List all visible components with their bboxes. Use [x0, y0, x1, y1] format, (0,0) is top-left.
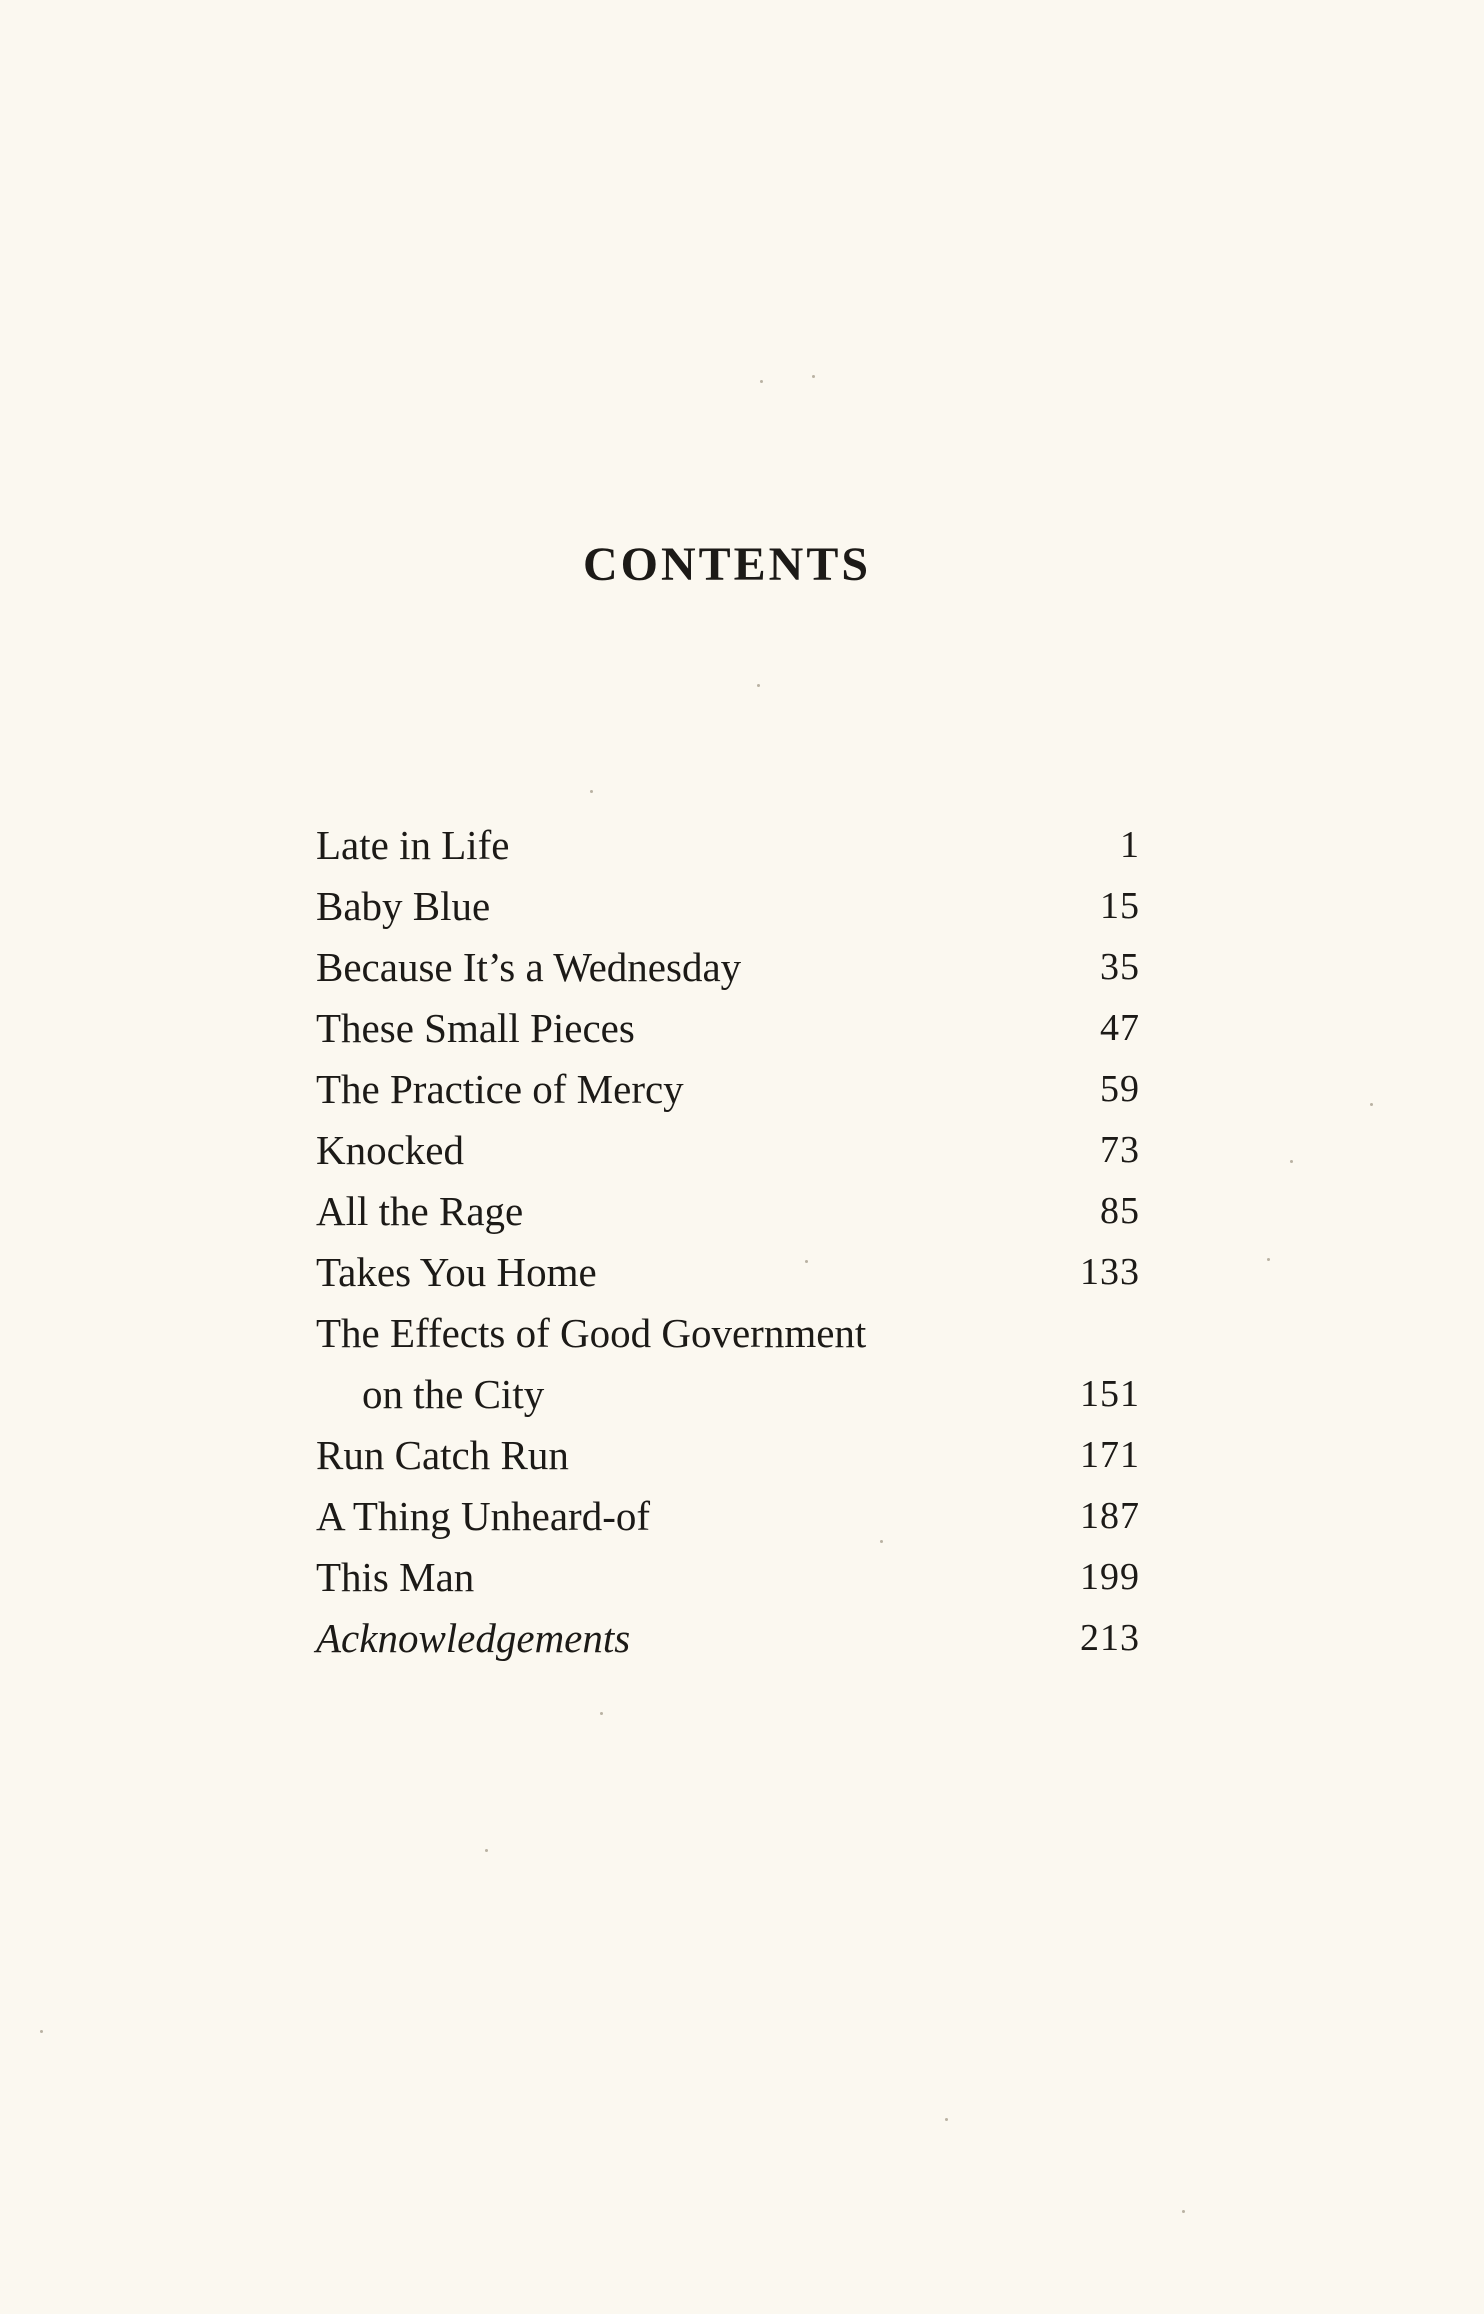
- toc-entry-page: 47: [1100, 1007, 1140, 1049]
- paper-speck: [1290, 1160, 1293, 1163]
- toc-entry-title: All the Rage: [316, 1188, 524, 1234]
- paper-speck: [805, 1260, 808, 1263]
- paper-speck: [760, 380, 763, 383]
- page-title: CONTENTS: [582, 538, 872, 592]
- toc-entry-title: These Small Pieces: [316, 1005, 635, 1051]
- toc-entry-page: 171: [1080, 1434, 1140, 1476]
- toc-entry-title: Takes You Home: [316, 1249, 597, 1295]
- paper-speck: [812, 375, 815, 378]
- paper-speck: [757, 684, 760, 687]
- toc-entry-title: The Practice of Mercy: [316, 1066, 684, 1112]
- paper-speck: [945, 2118, 948, 2121]
- toc-entry-title: A Thing Unheard-of: [316, 1493, 651, 1539]
- toc-entry: [316, 1120, 1140, 1181]
- toc-entry: [316, 815, 1140, 876]
- toc-entry-title: Because It’s a Wednesday: [316, 944, 742, 990]
- toc-entry-page: 187: [1080, 1495, 1140, 1537]
- toc-entry: [316, 1608, 1140, 1669]
- toc-entry: [316, 937, 1140, 998]
- toc-entry-page: 133: [1080, 1251, 1140, 1293]
- toc-entry-title: Run Catch Run: [316, 1432, 569, 1478]
- toc-entry-page: 1: [1120, 824, 1140, 866]
- paper-speck: [590, 790, 593, 793]
- paper-speck: [1267, 1258, 1270, 1261]
- paper-speck: [1370, 1103, 1373, 1106]
- toc-entry-title: Late in Life: [316, 822, 510, 868]
- toc-entry-title: Acknowledgements: [316, 1615, 631, 1661]
- toc-entry-page: 73: [1100, 1129, 1140, 1171]
- toc-entry: [316, 1364, 1140, 1425]
- toc-entry: [316, 1486, 1140, 1547]
- paper-speck: [1182, 2210, 1185, 2213]
- toc-entry-title: Knocked: [316, 1127, 465, 1173]
- toc-entry: [316, 1059, 1140, 1120]
- toc-entry: [316, 876, 1140, 937]
- paper-speck: [40, 2030, 43, 2033]
- toc-entry: [316, 1181, 1140, 1242]
- toc-entry-page: 59: [1100, 1068, 1140, 1110]
- paper-speck: [880, 1540, 883, 1543]
- table-of-contents: [316, 815, 1140, 1669]
- toc-entry-title: Baby Blue: [316, 883, 491, 929]
- toc-entry-page: 15: [1100, 885, 1140, 927]
- toc-entry: [316, 998, 1140, 1059]
- toc-entry: [316, 1547, 1140, 1608]
- toc-entry-page: 213: [1080, 1617, 1140, 1659]
- toc-entry-title: on the City: [362, 1371, 545, 1417]
- toc-entry-page: 199: [1080, 1556, 1140, 1598]
- toc-entry-title: This Man: [316, 1554, 475, 1600]
- toc-entry: [316, 1242, 1140, 1303]
- paper-speck: [485, 1849, 488, 1852]
- toc-entry-title: The Effects of Good Government: [316, 1310, 867, 1356]
- toc-entry-page: 35: [1100, 946, 1140, 988]
- paper-speck: [600, 1712, 603, 1715]
- toc-entry-page: 151: [1080, 1373, 1140, 1415]
- toc-entry: [316, 1303, 1140, 1364]
- toc-entry: [316, 1425, 1140, 1486]
- toc-entry-page: 85: [1100, 1190, 1140, 1232]
